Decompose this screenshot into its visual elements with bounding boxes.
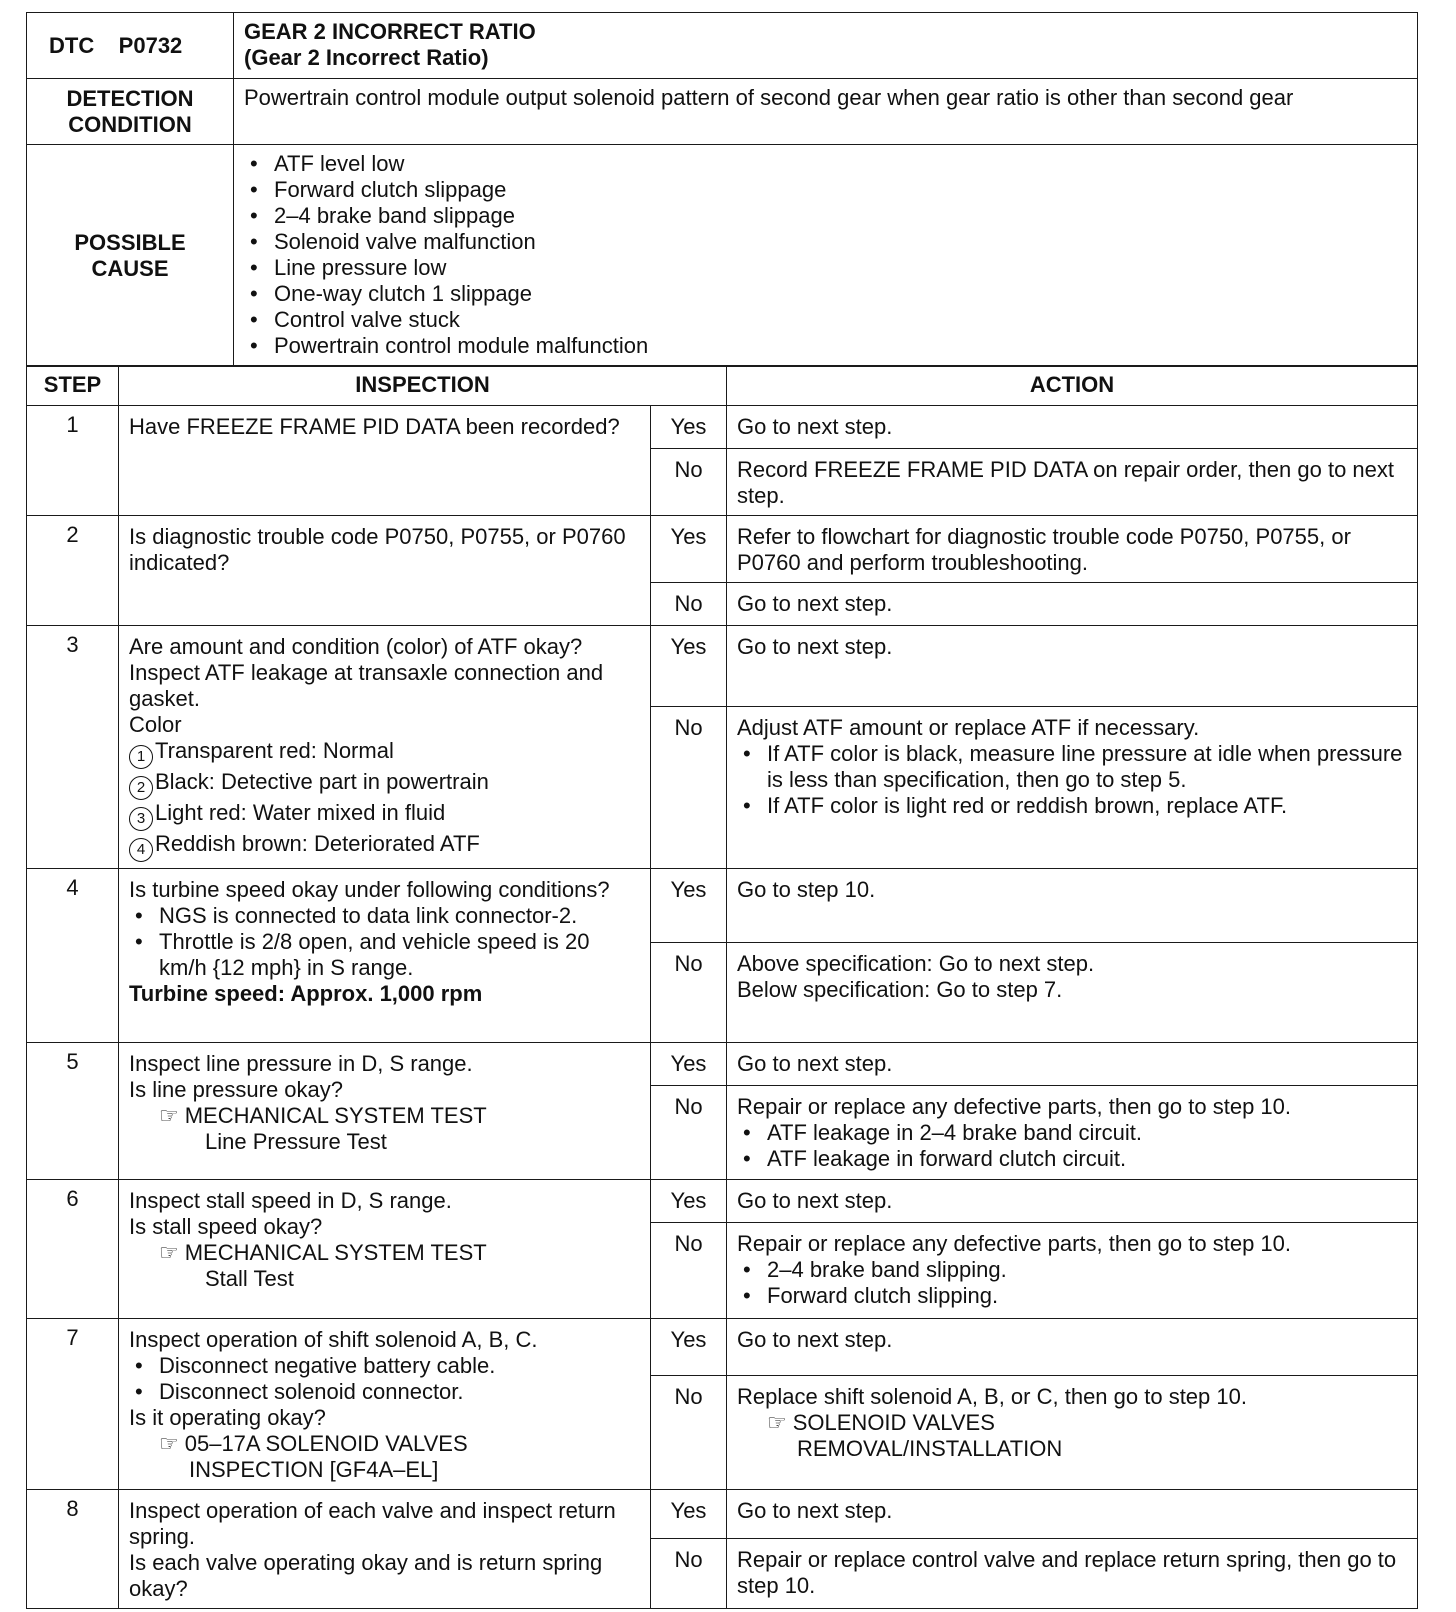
- cause-label-line2: CAUSE: [91, 255, 169, 281]
- step-inspection: [119, 1180, 651, 1319]
- step-inspection: [119, 1043, 651, 1180]
- inspection-line: Is it operating okay?: [129, 1405, 326, 1431]
- dtc-label: DTC: [49, 32, 95, 58]
- possible-cause-label: [27, 145, 234, 367]
- yes-action: Go to next step.: [727, 406, 1418, 449]
- no-action: [727, 943, 1418, 1043]
- no-label: No: [651, 1223, 727, 1319]
- step-inspection: [119, 869, 651, 1043]
- dtc-subtitle: (Gear 2 Incorrect Ratio): [244, 45, 489, 70]
- yes-label: Yes: [651, 1319, 727, 1376]
- color-text: Transparent red: Normal: [155, 738, 394, 764]
- step-row: [27, 1319, 1418, 1376]
- yes-label: Yes: [651, 1180, 727, 1223]
- inspection-line: Color: [129, 712, 182, 738]
- no-action: Record FREEZE FRAME PID DATA on repair order, then go to next step.: [727, 449, 1418, 516]
- reference-subtitle: Stall Test: [205, 1266, 294, 1292]
- step-row: [27, 1180, 1418, 1223]
- steps-table: [26, 365, 1418, 1609]
- no-action-bullet: • Forward clutch slipping.: [737, 1283, 1407, 1309]
- reference-title: MECHANICAL SYSTEM TEST: [184, 1240, 487, 1266]
- no-action-bullet: • ATF leakage in 2–4 brake band circuit.: [737, 1120, 1407, 1146]
- no-label: No: [651, 1086, 727, 1180]
- step-number: 2: [27, 516, 119, 626]
- step-inspection: [119, 1319, 651, 1490]
- no-action-line: Above specification: Go to next step.: [737, 951, 1095, 977]
- no-action-bullet: • If ATF color is black, measure line pressure at idle when pressure is less than specification, then go to step 5.: [737, 741, 1407, 793]
- circled-number-icon: 2: [129, 776, 153, 800]
- inspection-line: Is turbine speed okay under following conditions?: [129, 877, 610, 903]
- reference-subtitle: Line Pressure Test: [205, 1129, 387, 1155]
- inspection-line: Inspect line pressure in D, S range.: [129, 1051, 473, 1077]
- color-text: Black: Detective part in powertrain: [155, 769, 489, 795]
- yes-action: Go to next step.: [727, 1043, 1418, 1086]
- no-label: No: [651, 706, 727, 869]
- inspection-bullet: • Disconnect solenoid connector.: [129, 1379, 640, 1405]
- color-text: Light red: Water mixed in fluid: [155, 800, 446, 826]
- cause-item: • Control valve stuck: [244, 307, 1407, 333]
- inspection-line: Inspect operation of each valve and inspect return spring.: [129, 1498, 616, 1550]
- column-header-row: [27, 366, 1418, 406]
- circled-number-icon: 3: [129, 807, 153, 831]
- yes-label: Yes: [651, 516, 727, 583]
- inspection-column-header: INSPECTION: [119, 366, 727, 406]
- inspection-line: Inspect stall speed in D, S range.: [129, 1188, 452, 1214]
- inspection-line: Inspect ATF leakage at transaxle connection and gasket.: [129, 660, 604, 712]
- yes-action: Go to next step.: [727, 1319, 1418, 1376]
- reference-title: SOLENOID VALVES: [792, 1410, 995, 1436]
- reference-subtitle: INSPECTION [GF4A–EL]: [189, 1457, 439, 1483]
- inspection-bullet: • Disconnect negative battery cable.: [129, 1353, 640, 1379]
- no-label: No: [651, 449, 727, 516]
- no-action-text: Repair or replace any defective parts, then go to step 10.: [737, 1094, 1291, 1120]
- no-action-bullet: • If ATF color is light red or reddish brown, replace ATF.: [737, 793, 1407, 819]
- no-action-bullet: • 2–4 brake band slipping.: [737, 1257, 1407, 1283]
- pointing-hand-icon: ☞: [159, 1431, 179, 1457]
- step-inspection: Is diagnostic trouble code P0750, P0755, or P0760 indicated?: [119, 516, 651, 626]
- no-action: Repair or replace control valve and replace return spring, then go to step 10.: [727, 1538, 1418, 1609]
- dtc-title: GEAR 2 INCORRECT RATIO: [244, 19, 536, 44]
- pointing-hand-icon: ☞: [159, 1103, 179, 1129]
- step-column-header: STEP: [27, 366, 119, 406]
- step-row: [27, 1043, 1418, 1086]
- cause-item: • 2–4 brake band slippage: [244, 203, 1407, 229]
- cause-label-line1: POSSIBLE: [74, 229, 186, 255]
- color-item: [129, 800, 640, 831]
- step-row: [27, 516, 1418, 583]
- yes-action: Go to next step.: [727, 626, 1418, 706]
- no-action: [727, 1223, 1418, 1319]
- detection-row: [27, 79, 1418, 145]
- possible-cause-row: [27, 145, 1418, 367]
- yes-action: Refer to flowchart for diagnostic trouble code P0750, P0755, or P0760 and perform troubleshooting.: [727, 516, 1418, 583]
- no-label: No: [651, 943, 727, 1043]
- reference-link[interactable]: [129, 1240, 640, 1266]
- reference-link[interactable]: [737, 1410, 1407, 1436]
- inspection-line: Are amount and condition (color) of ATF okay?: [129, 634, 583, 660]
- step-number: 3: [27, 626, 119, 869]
- reference-link[interactable]: [129, 1431, 640, 1457]
- cause-item: • Solenoid valve malfunction: [244, 229, 1407, 255]
- step-row: [27, 626, 1418, 706]
- no-action: [727, 1376, 1418, 1490]
- step-number: 1: [27, 406, 119, 516]
- step-number: 4: [27, 869, 119, 1043]
- detection-label: [27, 79, 234, 145]
- dtc-title-cell: [234, 13, 1418, 79]
- cause-item: • Forward clutch slippage: [244, 177, 1407, 203]
- no-action-bullets: [737, 1257, 1407, 1309]
- circled-number-icon: 4: [129, 838, 153, 862]
- reference-subtitle: REMOVAL/INSTALLATION: [797, 1436, 1063, 1462]
- reference-link[interactable]: [129, 1103, 640, 1129]
- turbine-spec: Turbine speed: Approx. 1,000 rpm: [129, 981, 483, 1007]
- inspection-line: Is stall speed okay?: [129, 1214, 323, 1240]
- no-label: No: [651, 583, 727, 626]
- detection-label-line1: DETECTION: [66, 85, 194, 111]
- yes-label: Yes: [651, 869, 727, 943]
- yes-label: Yes: [651, 406, 727, 449]
- no-action: [727, 706, 1418, 869]
- possible-cause-list-cell: [234, 145, 1418, 367]
- yes-action: Go to step 10.: [727, 869, 1418, 943]
- inspection-bullets: [129, 1353, 640, 1405]
- detection-text: Powertrain control module output solenoid pattern of second gear when gear ratio is other than second gear: [234, 79, 1418, 145]
- circled-number-icon: 1: [129, 745, 153, 769]
- no-action-bullets: [737, 741, 1407, 819]
- color-item: [129, 831, 640, 862]
- reference-title: 05–17A SOLENOID VALVES: [184, 1431, 468, 1457]
- pointing-hand-icon: ☞: [767, 1410, 787, 1436]
- no-action-bullet: • ATF leakage in forward clutch circuit.: [737, 1146, 1407, 1172]
- yes-label: Yes: [651, 1490, 727, 1538]
- color-text: Reddish brown: Deteriorated ATF: [155, 831, 480, 857]
- cause-item: • Powertrain control module malfunction: [244, 333, 1407, 359]
- no-action: Go to next step.: [727, 583, 1418, 626]
- no-action-text: Replace shift solenoid A, B, or C, then go to step 10.: [737, 1384, 1247, 1410]
- step-row: [27, 869, 1418, 943]
- diagnostic-sheet: [26, 12, 1418, 1609]
- yes-label: Yes: [651, 1043, 727, 1086]
- step-inspection: Have FREEZE FRAME PID DATA been recorded?: [119, 406, 651, 516]
- step-number: 8: [27, 1490, 119, 1609]
- step-number: 7: [27, 1319, 119, 1490]
- cause-item: • Line pressure low: [244, 255, 1407, 281]
- no-action-line: Below specification: Go to step 7.: [737, 977, 1063, 1003]
- no-action-text: Adjust ATF amount or replace ATF if necessary.: [737, 714, 1200, 740]
- no-label: No: [651, 1376, 727, 1490]
- step-number: 5: [27, 1043, 119, 1180]
- no-action-text: Repair or replace any defective parts, then go to step 10.: [737, 1231, 1291, 1257]
- yes-action: Go to next step.: [727, 1180, 1418, 1223]
- inspection-bullets: [129, 903, 640, 981]
- step-row: [27, 1490, 1418, 1538]
- possible-cause-list: [244, 151, 1407, 359]
- dtc-header-table: [26, 12, 1418, 367]
- action-column-header: ACTION: [727, 366, 1418, 406]
- reference-title: MECHANICAL SYSTEM TEST: [184, 1103, 487, 1129]
- inspection-line: Is line pressure okay?: [129, 1077, 343, 1103]
- color-item: [129, 769, 640, 800]
- detection-label-line2: CONDITION: [68, 111, 192, 137]
- inspection-line: Inspect operation of shift solenoid A, B, C.: [129, 1327, 538, 1353]
- pointing-hand-icon: ☞: [159, 1240, 179, 1266]
- step-number: 6: [27, 1180, 119, 1319]
- yes-label: Yes: [651, 626, 727, 706]
- dtc-code: P0732: [118, 32, 183, 58]
- dtc-code-cell: [27, 13, 234, 79]
- no-action-bullets: [737, 1120, 1407, 1172]
- cause-item: • ATF level low: [244, 151, 1407, 177]
- dtc-row: [27, 13, 1418, 79]
- step-inspection: [119, 1490, 651, 1609]
- no-label: No: [651, 1538, 727, 1609]
- inspection-bullet: • NGS is connected to data link connector-2.: [129, 903, 640, 929]
- step-row: [27, 406, 1418, 449]
- no-action: [727, 1086, 1418, 1180]
- inspection-bullet: • Throttle is 2/8 open, and vehicle speed is 20 km/h {12 mph} in S range.: [129, 929, 640, 981]
- step-inspection: [119, 626, 651, 869]
- color-item: [129, 738, 640, 769]
- cause-item: • One-way clutch 1 slippage: [244, 281, 1407, 307]
- inspection-line: Is each valve operating okay and is return spring okay?: [129, 1550, 603, 1602]
- yes-action: Go to next step.: [727, 1490, 1418, 1538]
